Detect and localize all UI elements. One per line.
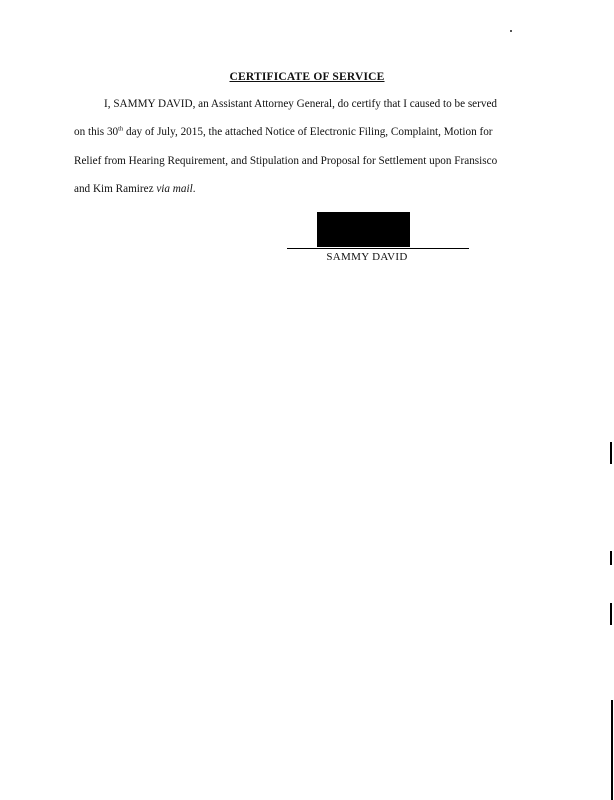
scan-edge-mark <box>610 442 612 464</box>
certificate-line-3: Relief from Hearing Requirement, and Stipulation and Proposal for Settlement upon Fransisco <box>74 155 498 167</box>
certificate-line-4 <box>74 183 544 195</box>
certificate-line-2 <box>74 126 544 138</box>
scan-edge-mark <box>611 700 613 800</box>
certificate-title: CERTIFICATE OF SERVICE <box>229 71 385 83</box>
scan-edge-mark <box>610 603 612 625</box>
line-2-start: on this 30 <box>74 126 119 138</box>
stray-mark <box>510 30 512 32</box>
ordinal-suffix: th <box>118 125 124 133</box>
line-2-end: day of July, 2015, the attached Notice of Electronic Filing, Complaint, Motion for <box>123 126 493 138</box>
line-4-start: and Kim Ramirez <box>74 183 157 195</box>
certificate-line-1: I, SAMMY DAVID, an Assistant Attorney General, do certify that I caused to be served <box>104 98 498 110</box>
scan-edge-mark <box>610 551 612 565</box>
via-mail-text: via mail <box>156 183 193 195</box>
line-4-period: . <box>192 183 196 195</box>
signature-line <box>287 248 469 249</box>
signer-name: SAMMY DAVID <box>326 251 408 263</box>
signature-redaction <box>317 212 410 247</box>
